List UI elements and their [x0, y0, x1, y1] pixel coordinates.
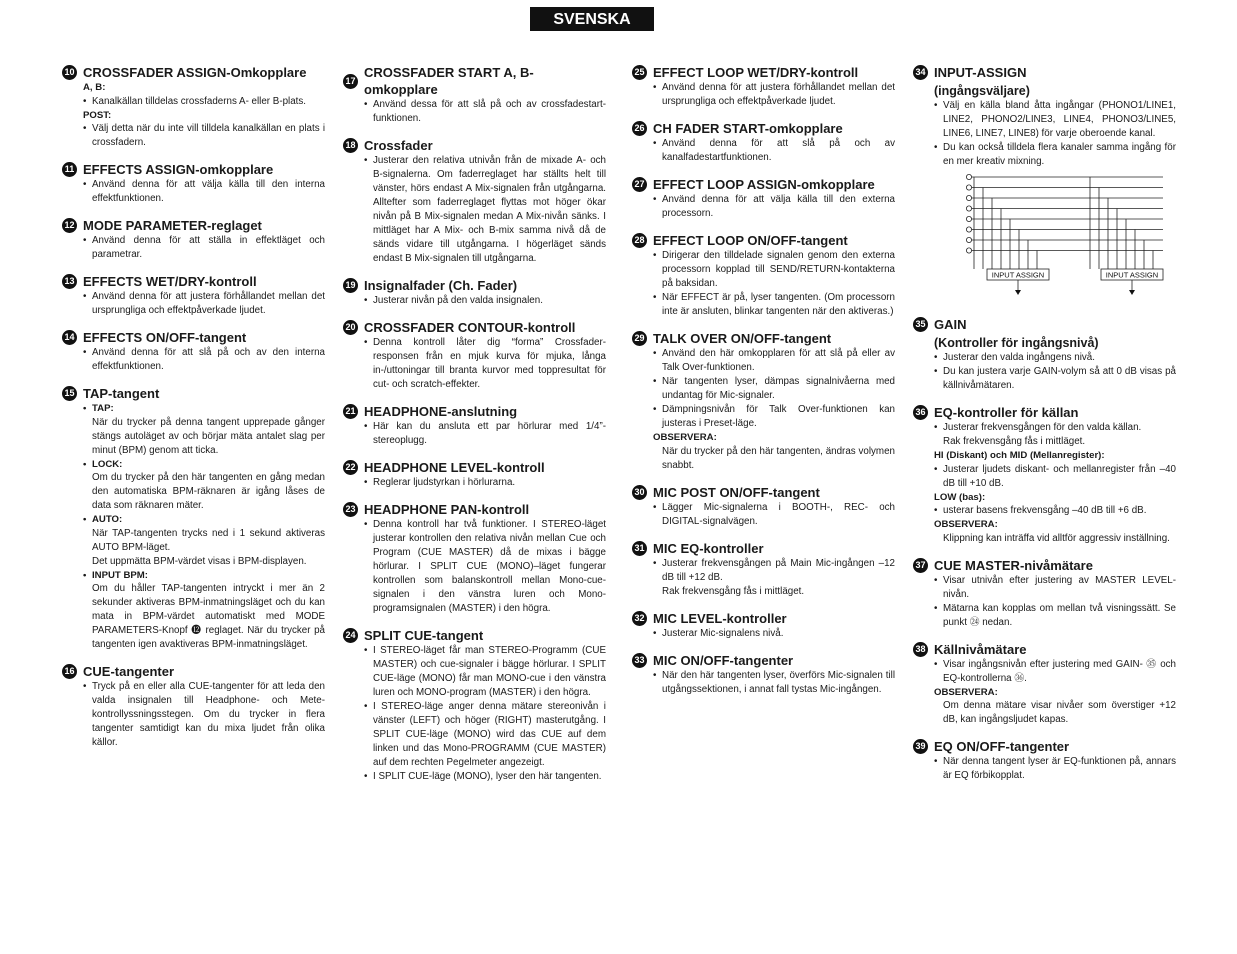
section-number-badge: 24 [343, 628, 358, 643]
section-heading [62, 663, 325, 680]
section-body [934, 574, 1176, 630]
section-heading [913, 738, 1176, 755]
section-number-badge: 13 [62, 274, 77, 289]
section-38 [913, 641, 1176, 728]
paragraph: Klippning kan inträffa vid alltför aggressiv inställning. [943, 532, 1170, 544]
label-text: HI (Diskant) och MID (Mellanregister): [934, 450, 1105, 461]
section-36 [913, 404, 1176, 546]
section-title: GAIN [934, 317, 967, 332]
section-18 [343, 137, 606, 266]
section-heading [343, 64, 606, 98]
section-title: CROSSFADER ASSIGN-Omkopplare [83, 65, 307, 80]
paragraph: Det uppmätta BPM-värdet visas i BPM-displayen. [92, 555, 307, 567]
section-number-badge: 35 [913, 317, 928, 332]
section-number-badge: 22 [343, 460, 358, 475]
section-23 [343, 501, 606, 616]
sub-label: • AUTO: [83, 513, 325, 527]
section-number-badge: 34 [913, 65, 928, 80]
section-title: EFFECTS ASSIGN-omkopplare [83, 162, 274, 177]
section-13 [62, 273, 325, 318]
bullet-item: • Använd denna för att justera förhållandet mellan det ursprungliga och effektpåverkade ljudet. [83, 290, 325, 318]
sub-label: • TAP: [83, 402, 325, 416]
section-number-badge: 21 [343, 404, 358, 419]
bullet-item: • När EFFECT är på, lyser tangenten. (Om processorn inte är ansluten, blinkar tangenten när den aktiveras.) [653, 291, 895, 319]
section-35 [913, 316, 1176, 393]
section-body [653, 557, 895, 599]
input-assign-diagram-svg [913, 173, 1176, 305]
section-heading [632, 120, 895, 137]
bullet-item: • Kanalkällan tilldelas crossfaderns A- eller B-plats. [83, 95, 325, 109]
paragraph: Rak frekvensgång fås i mittläget. [662, 585, 805, 597]
bullet-item: • Denna kontroll har två funktioner. I STEREO-läget justerar kontrollen den relativa nivån mellan Cue och Program (CUE MASTER) då de mixas i bägge hörlurar. I SPLIT CUE (MONO)–läget fungerar kontrollen som balanskontroll mellan Mono-cue-signalen i den vänstra luren och Mono-programsignalen (MASTER) i den högra. [364, 518, 606, 616]
bullet-item: • Justerar den relativa utnivån från de mixade A- och B-signalerna. Om faderreglaget har ställts helt till vänster, hörs endast A Mix-signalen från utgångarna. Alltefter som faderreglaget flyttas mot höger ökar nivån på B Mix-signalen medan A Mix-nivån sänks. I mittläget har A Mix- och B-mix samma nivå då de sänds vidare till utgångarna. I högerläget sänds endast B Mix-signalen till utgångarna. [364, 154, 606, 266]
section-body [364, 336, 606, 392]
section-19 [343, 277, 606, 308]
section-title: HEADPHONE LEVEL-kontroll [364, 460, 545, 475]
bullet-item: • Här kan du ansluta ett par hörlurar med 1/4”-stereoplugg. [364, 420, 606, 448]
bullet-item: • Du kan justera varje GAIN-volym så att 0 dB visas på källnivåmätaren. [934, 365, 1176, 393]
section-24 [343, 627, 606, 784]
section-10 [62, 64, 325, 150]
section-title: MIC POST ON/OFF-tangent [653, 484, 820, 500]
section-heading [632, 484, 895, 501]
section-body [364, 420, 606, 448]
section-subtitle: (Kontroller för ingångsnivå) [934, 336, 1099, 350]
bullet-item: • Använd denna för att slå på och av kanalfadestartfunktionen. [653, 137, 895, 165]
section-body [653, 137, 895, 165]
section-33 [632, 652, 895, 697]
section-heading [632, 540, 895, 557]
bullet-item: • Justerar den valda ingångens nivå. [934, 351, 1176, 365]
section-heading [632, 176, 895, 193]
section-title: CROSSFADER START A, B-omkopplare [364, 65, 534, 97]
section-body [83, 346, 325, 374]
section-number-badge: 23 [343, 502, 358, 517]
down-arrow-icon [1015, 290, 1021, 295]
section-number-badge: 18 [343, 138, 358, 153]
section-number-badge: 32 [632, 611, 647, 626]
section-heading [343, 459, 606, 476]
section-title: MODE PARAMETER-reglaget [83, 218, 262, 233]
section-heading [343, 277, 606, 294]
label-text: LOW (bas): [934, 491, 986, 503]
section-title: INPUT-ASSIGN [934, 65, 1027, 80]
section-37 [913, 557, 1176, 630]
paragraph: Rak frekvensgång fås i mittläget. [943, 436, 1086, 447]
section-number-badge: 36 [913, 405, 928, 420]
bullet-item: • Tryck på en eller alla CUE-tangenter för att leda den valda insignalen till Headphone- och Mete-kontrollyssningsstegen. Om du trycker in flera tangenter samtidigt kan du mixa ljudet från olika källor. [83, 680, 325, 750]
bullet-item: • Justerar frekvensgången på Main Mic-ingången –12 dB till +12 dB. [653, 557, 895, 585]
section-title: Insignalfader (Ch. Fader) [364, 278, 518, 293]
bullet-item: • Använd dessa för att slå på och av crossfadestart-funktionen. [364, 98, 606, 126]
section-body [653, 81, 895, 109]
bullet-item: • usterar basens frekvensgång –40 dB till +6 dB. [934, 504, 1176, 518]
section-body [934, 83, 1176, 169]
section-number-badge: 15 [62, 386, 77, 401]
section-heading [913, 64, 1176, 81]
input-assign-diagram [913, 173, 1176, 305]
paragraph: När du trycker på denna tangent upprepade gånger stängs autoläget av och börjar mäta antalet slag per minut (BPM) genom att ticka. [92, 416, 325, 456]
input-assign-label: INPUT ASSIGN [1105, 270, 1159, 280]
section-34 [913, 64, 1176, 305]
section-28 [632, 232, 895, 319]
bullet-item: • I SPLIT CUE-läge (MONO), lyser den här tangenten. [364, 770, 606, 784]
section-number-badge: 14 [62, 330, 77, 345]
paragraph: Om denna mätare visar nivåer som överstiger +12 dB, kan ingångsljudet kapas. [943, 700, 1176, 725]
section-heading [343, 627, 606, 644]
section-number-badge: 37 [913, 558, 928, 573]
input-jack-icon [966, 174, 971, 179]
section-title: SPLIT CUE-tangent [364, 628, 484, 643]
section-title: HEADPHONE-anslutning [364, 404, 518, 419]
section-number-badge: 16 [62, 664, 77, 679]
section-number-badge: 25 [632, 65, 647, 80]
bullet-item: • Denna kontroll låter dig “forma” Crossfader-responsen från en mjuk kurva för mjuka, långa in-/uttoningar till branta kurvor med toppresultat för cut- och scratch-effekter. [364, 336, 606, 392]
section-title: MIC EQ-kontroller [653, 540, 764, 556]
section-25 [632, 64, 895, 109]
section-30 [632, 484, 895, 529]
section-body [364, 518, 606, 616]
bullet-item: • Justerar ljudets diskant- och mellanregister från –40 dB till +10 dB. [934, 463, 1176, 491]
section-number-badge: 29 [632, 331, 647, 346]
label-text: A, B: [83, 82, 106, 93]
section-body [83, 234, 325, 262]
section-heading [913, 404, 1176, 421]
bullet-item: • Använd den här omkopplaren för att slå på eller av Talk Over-funktionen. [653, 347, 895, 375]
section-number-badge: 10 [62, 65, 77, 80]
section-title: MIC ON/OFF-tangenter [653, 652, 794, 668]
paragraph: Om du trycker på den här tangenten en gång medan den automatiska BPM-räknaren är igång låses de data som räknaren mäter. [92, 472, 325, 511]
section-heading [343, 137, 606, 154]
input-jack-icon [966, 248, 971, 253]
section-title: HEADPHONE PAN-kontroll [364, 502, 530, 517]
column-1 [62, 64, 325, 761]
input-jack-icon [966, 227, 971, 232]
section-body [364, 294, 606, 308]
section-heading [62, 385, 325, 402]
section-body [364, 154, 606, 266]
section-body [653, 347, 895, 473]
section-17 [343, 64, 606, 126]
section-title: TAP-tangent [83, 386, 160, 401]
section-heading [62, 273, 325, 290]
section-body [364, 644, 606, 784]
label-text: OBSERVERA: [653, 432, 717, 443]
section-title: EFFECTS WET/DRY-kontroll [83, 274, 257, 289]
section-39 [913, 738, 1176, 783]
section-number-badge: 17 [343, 74, 358, 89]
section-title: MIC LEVEL-kontroller [653, 610, 787, 626]
section-12 [62, 217, 325, 262]
section-number-badge: 20 [343, 320, 358, 335]
input-jack-icon [966, 216, 971, 221]
bullet-item: • Visar ingångsnivån efter justering med GAIN- ㉟ och EQ-kontrollerna ㊱. [934, 658, 1176, 686]
section-body [83, 402, 325, 652]
input-assign-label: INPUT ASSIGN [991, 270, 1045, 280]
section-number-badge: 31 [632, 541, 647, 556]
section-11 [62, 161, 325, 206]
section-number-badge: 19 [343, 278, 358, 293]
section-heading [343, 319, 606, 336]
section-26 [632, 120, 895, 165]
section-20 [343, 319, 606, 392]
bullet-item: • När denna tangent lyser är EQ-funktionen på, annars är EQ förbikopplat. [934, 755, 1176, 783]
section-heading [632, 610, 895, 627]
column-4 [913, 64, 1176, 794]
section-15 [62, 385, 325, 652]
bullet-item: • Dirigerar den tilldelade signalen genom den externa processorn kopplad till SEND/RETURN-kontakterna på baksidan. [653, 249, 895, 291]
bullet-item: • Lägger Mic-signalerna i BOOTH-, REC- och DIGITAL-signalvägen. [653, 501, 895, 529]
bullet-item: • Använd denna för att ställa in effektläget och parametrar. [83, 234, 325, 262]
section-body [364, 476, 606, 490]
section-body [653, 669, 895, 697]
bullet-item: • Mätarna kan kopplas om mellan två visningssätt. Se punkt ㉔ nedan. [934, 602, 1176, 630]
bullet-item: • Använd denna för att välja källa till den interna effektfunktionen. [83, 178, 325, 206]
bullet-item: • Använd denna för att välja källa till den externa processorn. [653, 193, 895, 221]
section-body [934, 658, 1176, 728]
section-title: TALK OVER ON/OFF-tangent [653, 331, 832, 346]
input-jack-icon [966, 195, 971, 200]
section-heading [343, 403, 606, 420]
section-title: EFFECT LOOP ON/OFF-tangent [653, 233, 848, 248]
section-number-badge: 30 [632, 485, 647, 500]
section-heading [913, 557, 1176, 574]
bullet-item: • Justerar frekvensgången för den valda källan. [934, 421, 1176, 435]
input-jack-icon [966, 237, 971, 242]
section-body [83, 290, 325, 318]
section-number-badge: 38 [913, 642, 928, 657]
section-29 [632, 330, 895, 473]
section-body [653, 249, 895, 319]
section-heading [343, 501, 606, 518]
bullet-item: • Justerar Mic-signalens nivå. [653, 627, 895, 641]
section-heading [62, 64, 325, 81]
section-body [83, 178, 325, 206]
section-number-badge: 12 [62, 218, 77, 233]
section-heading [632, 652, 895, 669]
section-title: EFFECT LOOP WET/DRY-kontroll [653, 65, 859, 80]
section-heading [913, 316, 1176, 333]
section-title: EQ-kontroller för källan [934, 405, 1079, 420]
section-title: CUE MASTER-nivåmätare [934, 557, 1093, 573]
section-title: EFFECTS ON/OFF-tangent [83, 330, 247, 345]
section-title: Crossfader [364, 138, 433, 153]
paragraph: När TAP-tangenten trycks ned i 1 sekund aktiveras AUTO BPM-läget. [92, 527, 325, 553]
section-number-badge: 27 [632, 177, 647, 192]
section-body [653, 627, 895, 641]
bullet-item: • Visar utnivån efter justering av MASTER LEVEL-nivån. [934, 574, 1176, 602]
bullet-item: • Välj detta när du inte vill tilldela kanalkällan en plats i crossfadern. [83, 122, 325, 150]
section-32 [632, 610, 895, 641]
section-14 [62, 329, 325, 374]
section-16 [62, 663, 325, 750]
section-number-badge: 11 [62, 162, 77, 177]
bullet-item: • Reglerar ljudstyrkan i hörlurarna. [364, 476, 606, 490]
section-22 [343, 459, 606, 490]
section-body [653, 501, 895, 529]
section-number-badge: 28 [632, 233, 647, 248]
bullet-item: • I STEREO-läget får man STEREO-Programm (CUE MASTER) och cue-signaler i bägge hörlurar. I SPLIT CUE-läge (MONO) får man MONO-cue i den vänstra luren och MONO-program (MASTER) i den högra. [364, 644, 606, 700]
section-body [364, 98, 606, 126]
section-31 [632, 540, 895, 599]
label-text: OBSERVERA: [934, 519, 998, 530]
language-tab: SVENSKA [530, 7, 654, 31]
section-heading [62, 329, 325, 346]
section-body [934, 335, 1176, 393]
paragraph: När du trycker på den här tangenten, ändras volymen snabbt. [662, 445, 895, 471]
bullet-item: • När den här tangenten lyser, överförs Mic-signalen till utgångssektionen, i annat fall tystas Mic-ingången. [653, 669, 895, 697]
section-title: Källnivåmätare [934, 641, 1027, 657]
bullet-item: • Du kan också tilldela flera kanaler samma ingång för en mer kreativ mixning. [934, 141, 1176, 169]
section-heading [632, 64, 895, 81]
bullet-item: • Använd denna för att slå på och av den interna effektfunktionen. [83, 346, 325, 374]
section-subtitle: (ingångsväljare) [934, 84, 1030, 98]
section-number-badge: 26 [632, 121, 647, 136]
section-27 [632, 176, 895, 221]
section-body [934, 421, 1176, 546]
section-heading [632, 232, 895, 249]
input-jack-icon [966, 206, 971, 211]
sub-label: • INPUT BPM: [83, 569, 325, 583]
section-heading [62, 217, 325, 234]
section-title: CROSSFADER CONTOUR-kontroll [364, 320, 576, 335]
section-number-badge: 39 [913, 739, 928, 754]
section-heading [632, 330, 895, 347]
section-title: EFFECT LOOP ASSIGN-omkopplare [653, 177, 875, 192]
section-title: CH FADER START-omkopplare [653, 121, 843, 136]
section-heading [913, 641, 1176, 658]
section-body [934, 755, 1176, 783]
section-body [653, 193, 895, 221]
section-21 [343, 403, 606, 448]
section-heading [62, 161, 325, 178]
column-3 [632, 64, 895, 708]
bullet-item: • När tangenten lyser, dämpas signalnivåerna med undantag för Mic-signaler. [653, 375, 895, 403]
input-jack-icon [966, 185, 971, 190]
bullet-item: • Dämpningsnivån för Talk Over-funktionen kan justeras i Preset-läge. [653, 403, 895, 431]
bullet-item: • Justerar nivån på den valda insignalen. [364, 294, 606, 308]
sub-label: • LOCK: [83, 458, 325, 472]
bullet-item: • I STEREO-läge anger denna mätare stereonivån i vänster (LEFT) och höger (RIGHT) masterutgång. I SPLIT CUE-läge (MONO) wird das CUE auf dem linken und das Mono-PROGRAMM (CUE MASTER) auf dem rechten Pegelmeter angezeigt. [364, 700, 606, 770]
label-text: OBSERVERA: [934, 686, 998, 698]
section-body [83, 680, 325, 750]
column-2 [343, 64, 606, 795]
section-title: EQ ON/OFF-tangenter [934, 739, 1070, 754]
down-arrow-icon [1129, 290, 1135, 295]
paragraph: Om du håller TAP-tangenten intryckt i mer än 2 sekunder aktiveras BPM-inmatningsläget och du kan mata in BPM-värdet automatiskt med MODE PARAMETERS-Knopf ⓬ reglaget. När du trycker på tangenten igen avaktiveras BPM-inmatningsläget. [92, 583, 325, 650]
section-number-badge: 33 [632, 653, 647, 668]
label-text: POST: [83, 109, 112, 121]
section-body [83, 81, 325, 150]
section-title: CUE-tangenter [83, 664, 175, 679]
bullet-item: • Välj en källa bland åtta ingångar (PHONO1/LINE1, LINE2, PHONO2/LINE3, LINE4, PHONO3/LINE5, LINE6, LINE7, LINE8) för varje oberoende kanal. [934, 99, 1176, 141]
bullet-item: • Använd denna för att justera förhållandet mellan det ursprungliga och effektpåverkade ljudet. [653, 81, 895, 109]
